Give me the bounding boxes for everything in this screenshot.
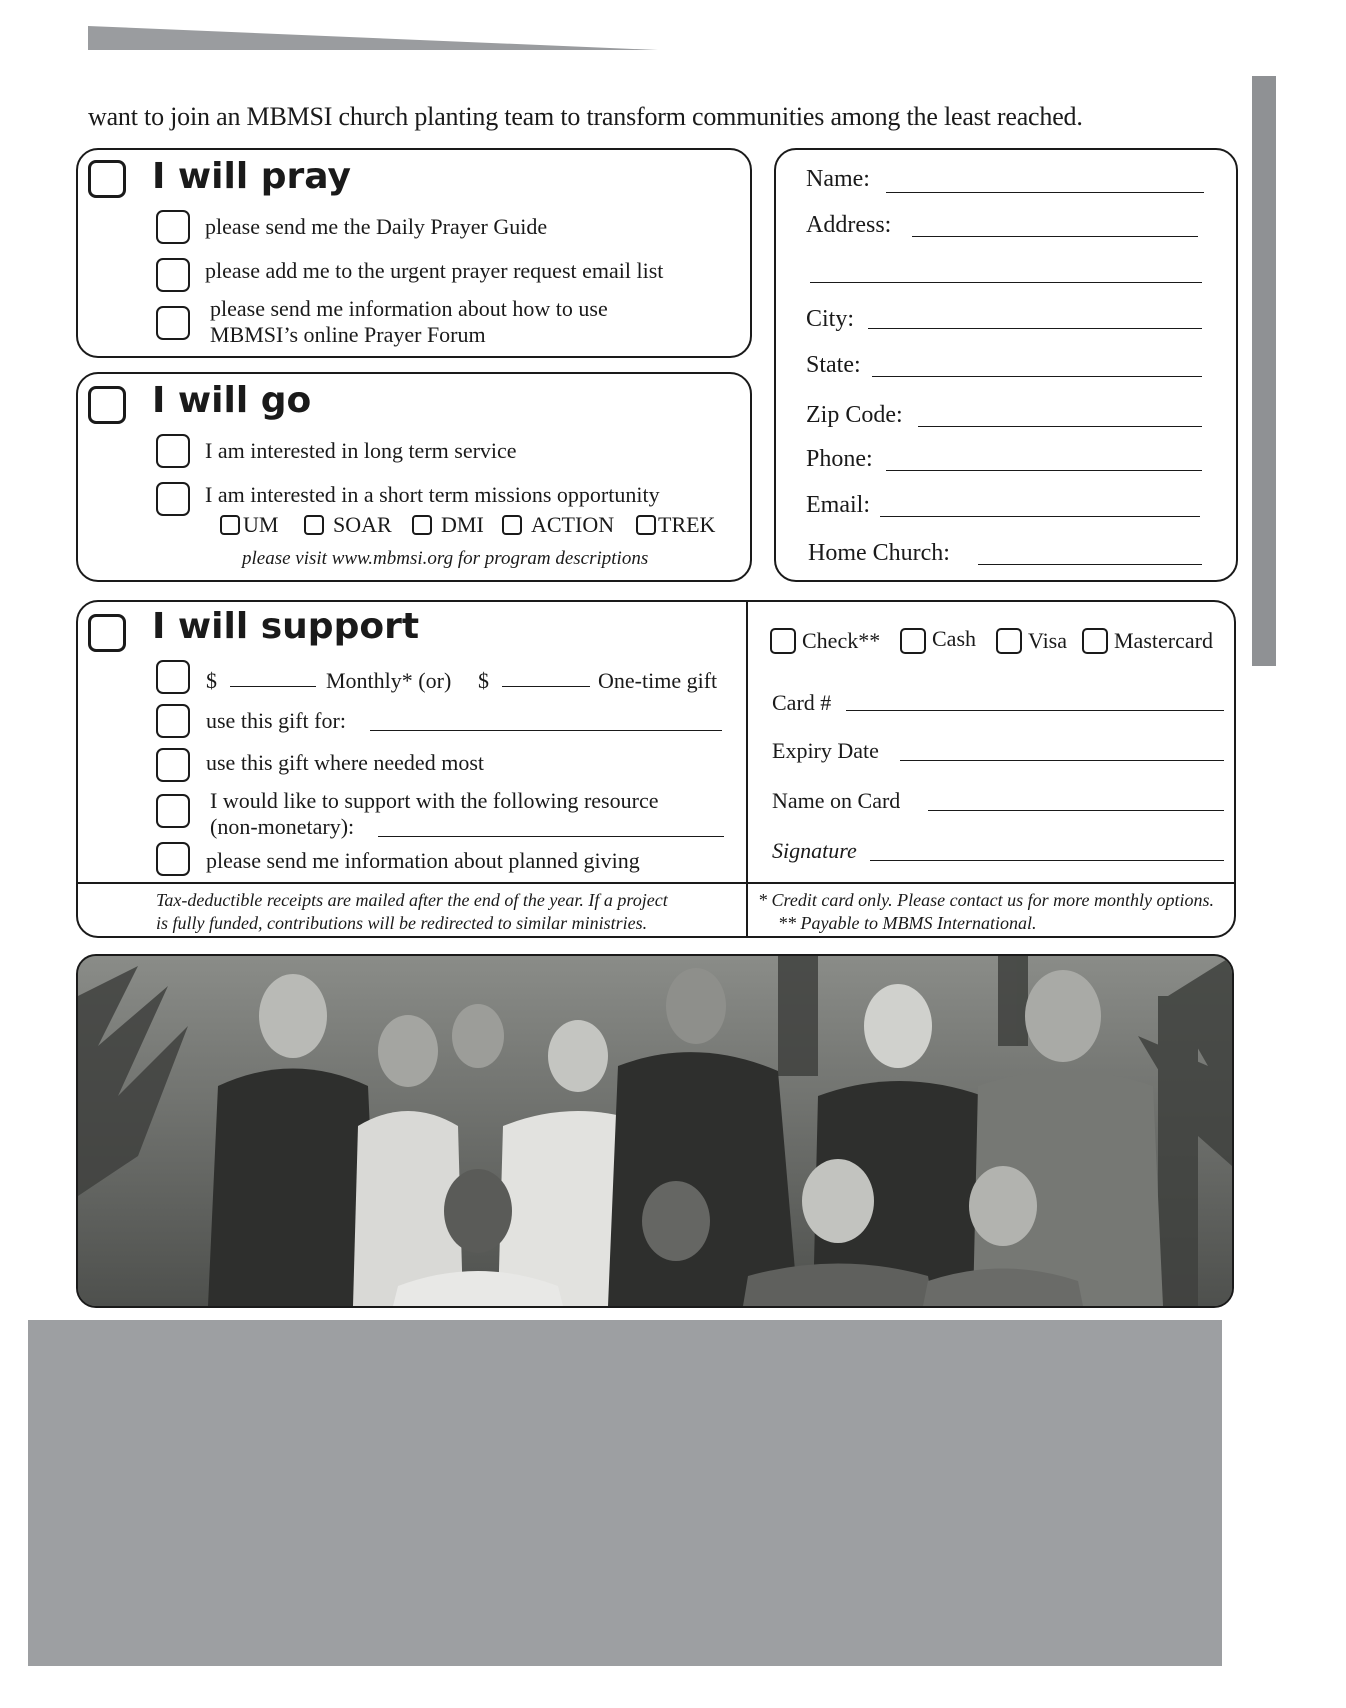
monthly-label: Monthly* (or) [326, 668, 452, 693]
scan-shadow-right [1252, 76, 1276, 666]
short-term-checkbox[interactable] [156, 482, 190, 516]
go-checkbox[interactable] [88, 386, 126, 424]
monthly-amount-field[interactable] [230, 686, 316, 687]
support-divider-vertical [746, 600, 748, 936]
check-label: Check** [802, 628, 881, 653]
visa-checkbox[interactable] [996, 628, 1022, 654]
go-heading: I will go [152, 380, 312, 421]
check-checkbox[interactable] [770, 628, 796, 654]
city-field[interactable] [868, 328, 1202, 329]
gift-use-field[interactable] [370, 730, 722, 731]
support-checkbox[interactable] [88, 614, 126, 652]
city-label: City: [806, 306, 855, 332]
prayer-forum-checkbox[interactable] [156, 306, 190, 340]
prayer-forum-label-1: please send me information about how to use [210, 296, 608, 321]
signature-label: Signature [772, 838, 857, 863]
support-heading: I will support [152, 606, 420, 647]
program-dmi-label: DMI [441, 512, 484, 537]
mastercard-checkbox[interactable] [1082, 628, 1108, 654]
cash-label: Cash [932, 626, 976, 651]
mastercard-label: Mastercard [1114, 628, 1213, 653]
gift-use-label: use this gift for: [206, 708, 346, 733]
home-church-label: Home Church: [808, 540, 950, 566]
expiry-label: Expiry Date [772, 738, 879, 763]
needed-most-label: use this gift where needed most [206, 750, 484, 775]
email-label: Email: [806, 492, 870, 518]
prayer-forum-label-2: MBMSI’s online Prayer Forum [210, 322, 486, 347]
short-term-label: I am interested in a short term missions opportunity [205, 482, 660, 507]
cash-checkbox[interactable] [900, 628, 926, 654]
home-church-field[interactable] [978, 564, 1202, 565]
resource-label-2: (non-monetary): [210, 814, 355, 839]
onetime-label: One-time gift [598, 668, 718, 693]
zip-label: Zip Code: [806, 402, 903, 428]
name-label: Name: [806, 166, 870, 192]
payable-note: ** Payable to MBMS International. [778, 913, 1037, 933]
program-um-checkbox[interactable] [220, 515, 240, 535]
visa-label: Visa [1028, 628, 1068, 653]
onetime-amount-field[interactable] [502, 686, 590, 687]
resource-field[interactable] [378, 836, 724, 837]
prayer-guide-checkbox[interactable] [156, 210, 190, 244]
scan-shadow-top [88, 26, 658, 50]
needed-most-checkbox[interactable] [156, 748, 190, 782]
address-field-2[interactable] [810, 282, 1202, 283]
tax-note-2: is fully funded, contributions will be redirected to similar ministries. [156, 913, 648, 933]
phone-label: Phone: [806, 446, 873, 472]
monthly-gift-checkbox[interactable] [156, 660, 190, 694]
email-field[interactable] [880, 516, 1200, 517]
program-soar-checkbox[interactable] [304, 515, 324, 535]
long-term-label: I am interested in long term service [205, 438, 517, 463]
dollar-sign-2: $ [478, 668, 489, 693]
planned-giving-checkbox[interactable] [156, 842, 190, 876]
program-soar-label: SOAR [333, 512, 392, 537]
signature-field[interactable] [870, 860, 1224, 861]
programs-note: please visit www.mbmsi.org for program descriptions [242, 548, 649, 569]
name-field[interactable] [886, 192, 1204, 193]
resource-checkbox[interactable] [156, 794, 190, 828]
card-number-label: Card # [772, 690, 832, 715]
gift-use-checkbox[interactable] [156, 704, 190, 738]
name-on-card-label: Name on Card [772, 788, 901, 813]
long-term-checkbox[interactable] [156, 434, 190, 468]
pray-checkbox[interactable] [88, 160, 126, 198]
program-trek-checkbox[interactable] [636, 515, 656, 535]
program-um-label: UM [243, 512, 279, 537]
expiry-field[interactable] [900, 760, 1224, 761]
planned-giving-label: please send me information about planned giving [206, 848, 640, 873]
address-field[interactable] [912, 236, 1198, 237]
urgent-prayer-label: please add me to the urgent prayer request email list [205, 258, 664, 283]
group-photo [76, 954, 1234, 1308]
resource-label-1: I would like to support with the following resource [210, 788, 659, 813]
name-on-card-field[interactable] [928, 810, 1224, 811]
program-dmi-checkbox[interactable] [412, 515, 432, 535]
scan-grey-block [28, 1320, 1222, 1666]
program-action-checkbox[interactable] [502, 515, 522, 535]
state-label: State: [806, 352, 861, 378]
pray-heading: I will pray [152, 156, 351, 197]
card-number-field[interactable] [846, 710, 1224, 711]
dollar-sign-1: $ [206, 668, 217, 693]
headline: want to join an MBMSI church planting team to transform communities among the least reached. [88, 102, 1083, 131]
phone-field[interactable] [886, 470, 1202, 471]
state-field[interactable] [872, 376, 1202, 377]
group-photo-image [78, 956, 1232, 1306]
tax-note-1: Tax-deductible receipts are mailed after the end of the year. If a project [156, 890, 668, 910]
zip-field[interactable] [918, 426, 1202, 427]
credit-card-note: * Credit card only. Please contact us for more monthly options. [758, 890, 1214, 910]
address-label: Address: [806, 212, 892, 238]
program-action-label: ACTION [531, 512, 615, 537]
support-divider-horizontal [76, 882, 1234, 884]
urgent-prayer-checkbox[interactable] [156, 258, 190, 292]
program-trek-label: TREK [658, 512, 716, 537]
prayer-guide-label: please send me the Daily Prayer Guide [205, 214, 548, 239]
